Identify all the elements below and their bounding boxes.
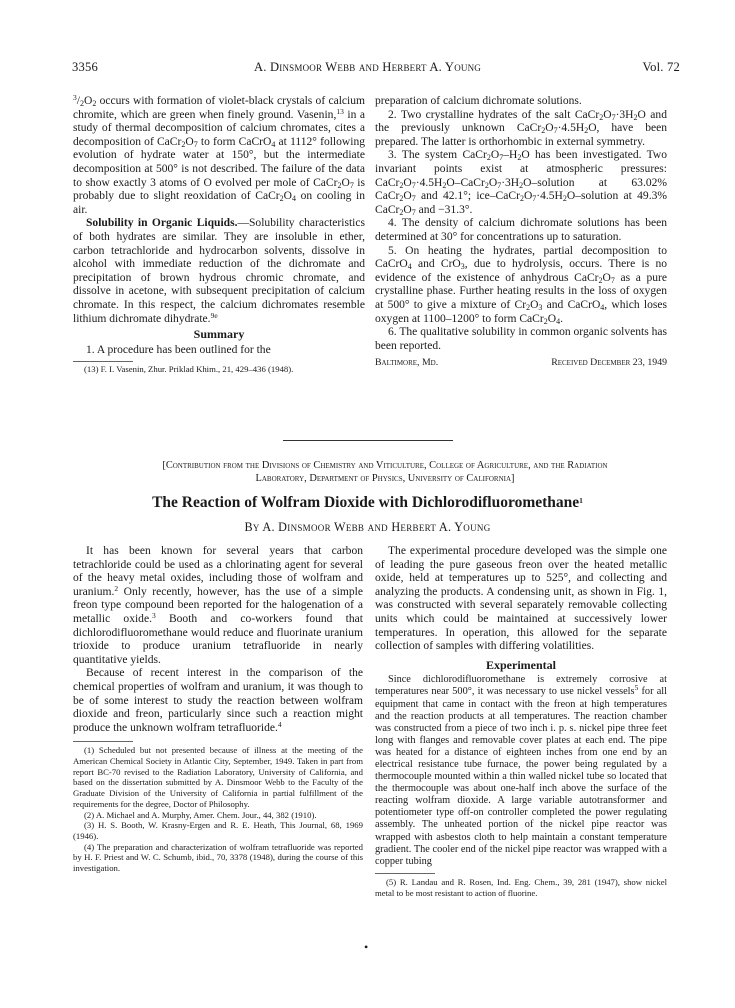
footnote-1: (1) Scheduled but not presented because of illness at the meeting of the American Chemical Society in Atlantic City, September, 1949. Taken in part from report BC-70 revised to the Radiation Laboratory, University of California, and based on the dissertation submitted by A. Dinsmoor Webb to the Faculty of the Graduate Division of the University of California in partial fulfillment of the requirements for the degree, Doctor of Philosophy. [73,745,363,809]
footnote-3: (3) H. S. Booth, W. Krasny-Ergen and R. E. Heath, This Journal, 68, 1969 (1946). [73,820,363,841]
paragraph: $^3/_2O_2$ occurs with formation of violet-black crystals of calcium chromite, which are green when finely ground. Vasenin,$^{13}$ in a study of thermal decomposition of calcium chromates, cites a decomposition of $CaCr_2O_7$ to form CaCrO$_4$ at 1112° following evolution of hydrate water at 150°, but the intermediate decomposition at 500° is not described. The failure of the data to show exactly 3 atoms of O evolved per mole of $CaCr_2O_7$ is probably due to slight reoxidation of $CaCr_2O_4$ on cooling in air. [73,93,366,216]
paragraph-intro: It has been known for several years that carbon tetrachloride could be used as a chlorinating agent for several of the heavy metal oxides, including those of wolfram and uranium.$^2$ Only recently, however, has the use of a simple freon type compound been reported for the halogenation of a metallic oxide.$^3$ Booth and co-workers found that dichlorodifluoromethane would reduce and fluorinate uranium trioxide to produce uranium tetrafluoride in nearly quantitative yields. [73,545,363,666]
byline: By A. Dinsmoor Webb and Herbert A. Young [244,520,491,534]
footnotes-left [73,745,363,873]
paragraph-experimental: Since dichlorodifluoromethane is extremely corrosive at temperatures near 500°, it was necessary to use nickel vessels$^5$ for all equipment that came in contact with the freon at high temperatures and the reaction products at all temperatures. The reaction chamber was constructed from a piece of two inch i. p. s. nickel pipe three feet long with flanges and removable cover plates at each end. The pipe was heated for a distance of eighteen inches from one end by an electrical resistance tube furnace, the power being regulated by a thermocouple mounted within a thin walled nickel tube so located that the thermocouple was about one-half inch above the surface of the reacting wolfram dioxide. A large variable autotransformer and potentiometer type off-on controller completed the power regulating assembly. The unheated portion of the nickel pipe reactor was wrapped with asbestos cloth to help maintain a constant temperature gradient. The cooler end of the nickel pipe reactor was wrapped with a copper tubing [375,674,667,867]
signature-line [375,356,667,370]
summary-item-5: 5. On heating the hydrates, partial decomposition to CaCrO$_4$ and CrO$_3$, due to hydrolysis, occurs. There is no evidence of the existence of anhydrous $CaCr_2O_7$ as a pure crystalline phase. Further heating results in the loss of oxygen at 500° to give a mixture of $Cr_2O_3$ and CaCrO$_4$, which loses oxygen at 1100–1200° to form $CaCr_2O_4$. [375,244,667,326]
paragraph-motivation: Because of recent interest in the comparison of the chemical properties of wolfram and uranium, it was though to be of some interest to study the reaction between wolfram dioxide and freon, particularly since such a reaction might produce the unknown wolfram tetrafluoride.$^4$ [73,667,363,734]
article-right-column [375,545,667,898]
footnote-4: (4) The preparation and characterization of wolfram tetrafluoride was reported by H. F. Priest and W. C. Schumb, ibid., 70, 3378 (1948), during the course of this investigation. [73,841,363,874]
page-number: 3356 [72,60,98,74]
page-dot: • [364,940,369,954]
footnote-2: (2) A. Michael and A. Murphy, Amer. Chem. Jour., 44, 382 (1910). [84,809,317,820]
article-separator [283,440,453,441]
previous-article-left-column [73,95,365,375]
footnote-5: (5) R. Landau and R. Rosen, Ind. Eng. Chem., 39, 281 (1947), show nickel metal to be most resistant to action of fluorine. [375,876,667,898]
previous-article-right-column [375,95,667,370]
article-title: The Reaction of Wolfram Dioxide with Dichlorodifluoromethane$^1$ [152,494,583,511]
contribution-note: [Contribution from the Divisions of Chemistry and Viticulture, College of Agriculture, and the Radiation Laboratory, Department of Physics, University of California] [162,460,608,484]
article-left-column [73,545,363,874]
experimental-heading: Experimental [486,657,556,672]
summary-item-3: 3. The system $CaCr_2O_7-H_2O$ has been investigated. Two invariant points exist at atmospheric pressures: $CaCr_2O_7\cdot 4.5H_2O-CaCr_2O_7\cdot 3H_2O$–solution at 63.02% $CaCr_2O_7$ and 42.1°; ice–$CaCr_2O_7\cdot 4.5H_2O$–solution at 49.3% $CaCr_2O_7$ and −31.3°. [375,149,667,217]
summary-item-1: 1. A procedure has been outlined for the [86,343,271,356]
summary-item-4: 4. The density of calcium dichromate solutions has been determined at 30° for concentrations up to saturation. [375,217,667,243]
summary-heading: Summary [193,327,245,342]
summary-item-2: 2. Two crystalline hydrates of the salt $CaCr_2O_7\cdot 3H_2O$ and the previously unknown $CaCr_2O_7\cdot 4.5H_2O$, have been prepared. The latter is orthorhombic in external symmetry. [375,108,668,148]
signature-place: Baltimore, Md. [375,357,439,369]
paragraph-procedure: The experimental procedure developed was the simple one of leading the pure gaseous freon over the heated metallic oxide, held at temperatures up to 525°, and collecting and analyzing the products. A condensing unit, as shown in Fig. 1, was constructed with several separately removable collecting units which could be maintained at successively lower temperatures. In operation, this allowed for the separate collection of samples with differing volatilities. [375,545,667,653]
footnote-13: (13) F. I. Vasenin, Zhur. Priklad Khim., 21, 429–436 (1948). [84,364,294,375]
volume-label: Vol. 72 [642,60,680,74]
paragraph-solubility: Solubility in Organic Liquids.—Solubility characteristics of both hydrates are similar. They are insoluble in ether, carbon tetrachloride and hydrocarbon solvents, dissolve in alcohol with immediate reduction of the dichromate and precipitation of brown hydrous chromic chromate, and dissolve in acetone, with subsequent precipitation of calcium chromate. In this respect, the calcium dichromates resemble lithium dichromate dihydrate.$^{9e}$ [73,217,365,325]
running-title: A. Dinsmoor Webb and Herbert A. Young [253,60,482,74]
summary-item-6: 6. The qualitative solubility in common organic solvents has been reported. [375,326,667,352]
section-heading-solubility: Solubility in Organic Liquids. [86,217,238,230]
received-date: Received December 23, 1949 [551,357,667,369]
summary-continued: preparation of calcium dichromate solutions. [375,95,582,107]
